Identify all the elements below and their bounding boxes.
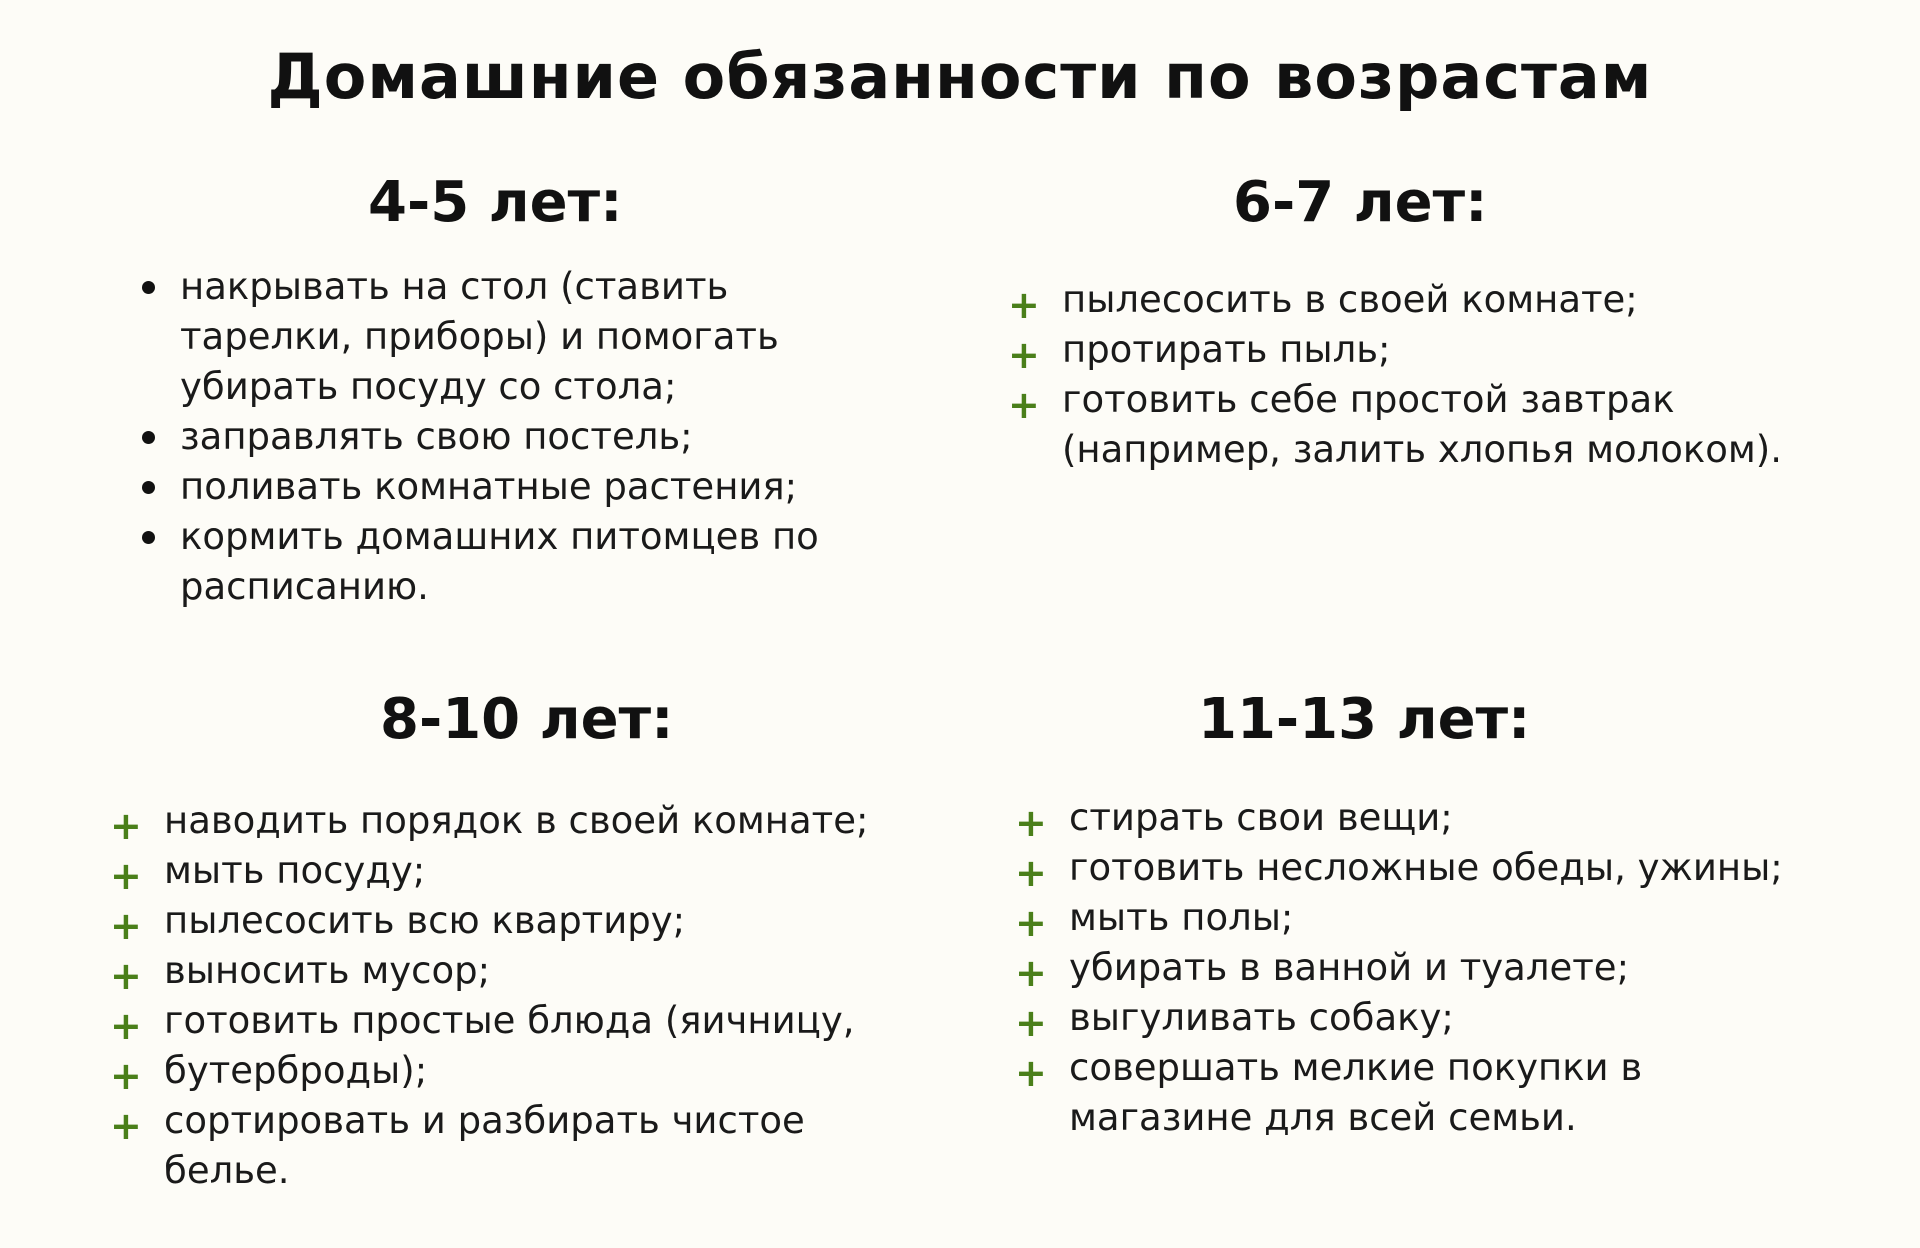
list-item [1008,375,1782,475]
plus-icon: + [110,804,142,848]
plus-icon: + [1015,951,1047,995]
chores-list [110,796,868,1196]
list-item [140,262,819,412]
plus-icon: + [1015,1001,1047,1045]
plus-icon: + [1015,801,1047,845]
list-item [1015,1043,1783,1143]
plus-icon: + [1015,901,1047,945]
list-item [110,896,868,946]
list-item [1008,275,1782,325]
list-item-text-line: выгуливать собаку; [1069,996,1454,1039]
bullet-icon [142,531,155,544]
list-item [110,796,868,846]
chores-list [1015,793,1783,1143]
plus-icon: + [1008,283,1040,327]
list-item-text-line: стирать свои вещи; [1069,796,1453,839]
list-item [1015,893,1783,943]
chores-list [1008,275,1782,475]
section-heading: 6-7 лет: [1233,170,1488,235]
list-item-text-line: готовить простые блюда (яичницу, [164,999,855,1042]
list-item-text-line: мыть полы; [1069,896,1294,939]
bullet-icon [142,431,155,444]
section-heading: 4-5 лет: [368,170,623,235]
list-item-text-line: пылесосить в своей комнате; [1062,278,1638,321]
list-item-text-line: готовить себе простой завтрак [1062,378,1675,421]
plus-icon: + [1008,383,1040,427]
list-item-text-line: магазине для всей семьи. [1069,1096,1577,1139]
list-item [110,996,868,1046]
list-item-text-line: убирать посуду со стола; [180,365,677,408]
list-item-text-line: пылесосить всю квартиру; [164,899,686,942]
plus-icon: + [110,954,142,998]
list-item-text-line: белье. [164,1149,290,1192]
bullet-icon [142,281,155,294]
list-item-text-line: протирать пыль; [1062,328,1391,371]
list-item-text-line: мыть посуду; [164,849,426,892]
list-item [1015,793,1783,843]
list-item-text-line: наводить порядок в своей комнате; [164,799,869,842]
list-item [140,462,819,512]
list-item-text-line: (например, залить хлопья молоком). [1062,428,1783,471]
bullet-icon [142,481,155,494]
list-item [110,1046,868,1096]
list-item [1015,943,1783,993]
plus-icon: + [1015,1051,1047,1095]
plus-icon: + [1015,851,1047,895]
list-item-text-line: совершать мелкие покупки в [1069,1046,1643,1089]
list-item-text-line: готовить несложные обеды, ужины; [1069,846,1783,889]
plus-icon: + [1008,333,1040,377]
list-item [110,1096,868,1196]
list-item-text-line: выносить мусор; [164,949,491,992]
section-heading: 8-10 лет: [380,687,674,752]
list-item-text-line: сортировать и разбирать чистое [164,1099,805,1142]
list-item-text-line: кормить домашних питомцев по [180,515,819,558]
page-title: Домашние обязанности по возрастам [267,40,1653,113]
list-item [140,412,819,462]
list-item-text-line: расписанию. [180,565,429,608]
list-item [110,946,868,996]
list-item [1015,843,1783,893]
list-item-text-line: бутерброды); [164,1049,428,1092]
list-item [140,512,819,612]
plus-icon: + [110,854,142,898]
plus-icon: + [110,904,142,948]
list-item-text-line: заправлять свою постель; [180,415,693,458]
section-heading: 11-13 лет: [1198,687,1531,752]
list-item [1008,325,1782,375]
plus-icon: + [110,1104,142,1148]
list-item [110,846,868,896]
plus-icon: + [110,1054,142,1098]
chores-list [140,262,819,612]
plus-icon: + [110,1004,142,1048]
list-item-text-line: накрывать на стол (ставить [180,265,729,308]
list-item [1015,993,1783,1043]
list-item-text-line: тарелки, приборы) и помогать [180,315,779,358]
list-item-text-line: убирать в ванной и туалете; [1069,946,1630,989]
list-item-text-line: поливать комнатные растения; [180,465,798,508]
